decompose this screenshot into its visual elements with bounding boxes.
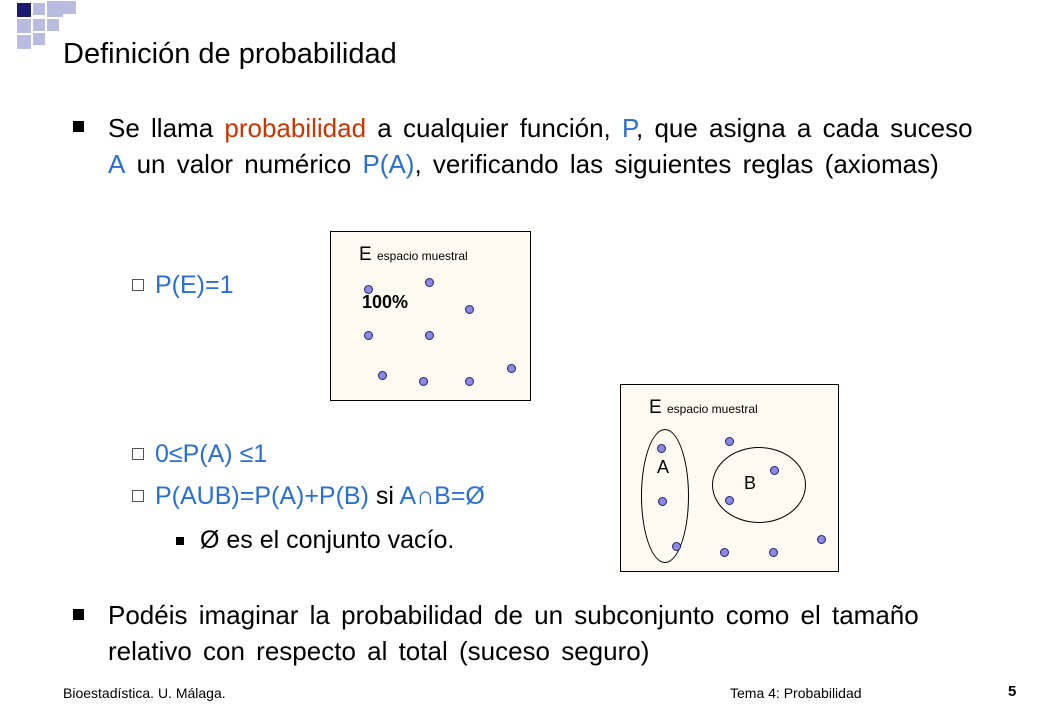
set-b-ellipse <box>712 447 806 523</box>
sets-diagram <box>620 384 839 572</box>
sample-point <box>419 377 428 386</box>
sample-point <box>770 466 779 475</box>
symbol-pa: P(A) <box>362 149 415 179</box>
percent-label: 100% <box>362 292 409 312</box>
axiom-2: 0≤P(A) ≤1 <box>155 440 268 468</box>
term-probabilidad: probabilidad <box>224 113 367 143</box>
sample-point <box>425 278 434 287</box>
empty-set-note: Ø es el conjunto vacío. <box>200 526 455 554</box>
footer-source: Bioestadística. U. Málaga. <box>63 685 226 701</box>
sample-point <box>378 371 387 380</box>
sample-point <box>672 542 681 551</box>
sample-point <box>465 305 474 314</box>
symbol-a: A <box>108 149 126 179</box>
axiom-1: P(E)=1 <box>155 271 234 299</box>
sample-point <box>725 496 734 505</box>
sample-point <box>769 548 778 557</box>
sample-point <box>364 331 373 340</box>
intro-text: , verificando las siguientes reglas (axiomas) <box>414 149 939 179</box>
page-number: 5 <box>1008 683 1017 700</box>
axiom-3-formula: P(AUB)=P(A)+P(B) <box>155 482 369 510</box>
deco-square <box>33 33 45 45</box>
checkbox-bullet <box>132 448 144 460</box>
sample-space-symbol: E <box>649 397 662 418</box>
intro-paragraph <box>108 110 988 182</box>
axiom-3-si: si <box>368 482 400 510</box>
bullet-marker <box>73 609 84 620</box>
deco-square <box>17 35 31 49</box>
deco-square <box>47 1 63 17</box>
sample-point <box>817 535 826 544</box>
footer-topic: Tema 4: Probabilidad <box>730 685 862 701</box>
checkbox-bullet <box>132 279 144 291</box>
sample-space-caption: espacio muestral <box>376 249 468 263</box>
closing-paragraph: Podéis imaginar la probabilidad de un subconjunto como el tamaño relativo con respecto al total (suceso seguro) <box>108 600 919 666</box>
deco-square <box>63 1 76 14</box>
sample-point <box>465 377 474 386</box>
axiom-3 <box>155 481 485 511</box>
symbol-p: P <box>622 113 636 143</box>
sample-space-label <box>649 397 758 419</box>
sample-space-label <box>359 244 468 266</box>
sample-point <box>657 444 666 453</box>
intro-text: a cualquier función, <box>366 113 622 143</box>
deco-square <box>33 3 45 15</box>
deco-square <box>47 19 59 31</box>
intro-text: un valor numérico <box>125 149 363 179</box>
sample-point <box>658 497 667 506</box>
sample-space-caption: espacio muestral <box>666 402 758 416</box>
bullet-marker <box>73 121 84 132</box>
checkbox-bullet <box>132 490 144 502</box>
deco-square <box>17 19 31 33</box>
sample-space-symbol: E <box>359 244 372 265</box>
sample-point <box>425 331 434 340</box>
bullet-marker <box>176 537 184 545</box>
deco-square <box>33 19 45 31</box>
intro-text: Se llama <box>108 113 225 143</box>
axiom-3-condition: A∩B=Ø <box>399 482 485 510</box>
sample-space-diagram <box>330 231 531 401</box>
page-title: Definición de probabilidad <box>63 38 397 70</box>
set-a-label: A <box>657 457 670 477</box>
deco-square <box>17 3 31 17</box>
set-b-label: B <box>744 473 757 493</box>
sample-point <box>507 364 516 373</box>
intro-text: , que asigna a cada suceso <box>636 113 973 143</box>
sample-point <box>725 437 734 446</box>
sample-point <box>720 548 729 557</box>
